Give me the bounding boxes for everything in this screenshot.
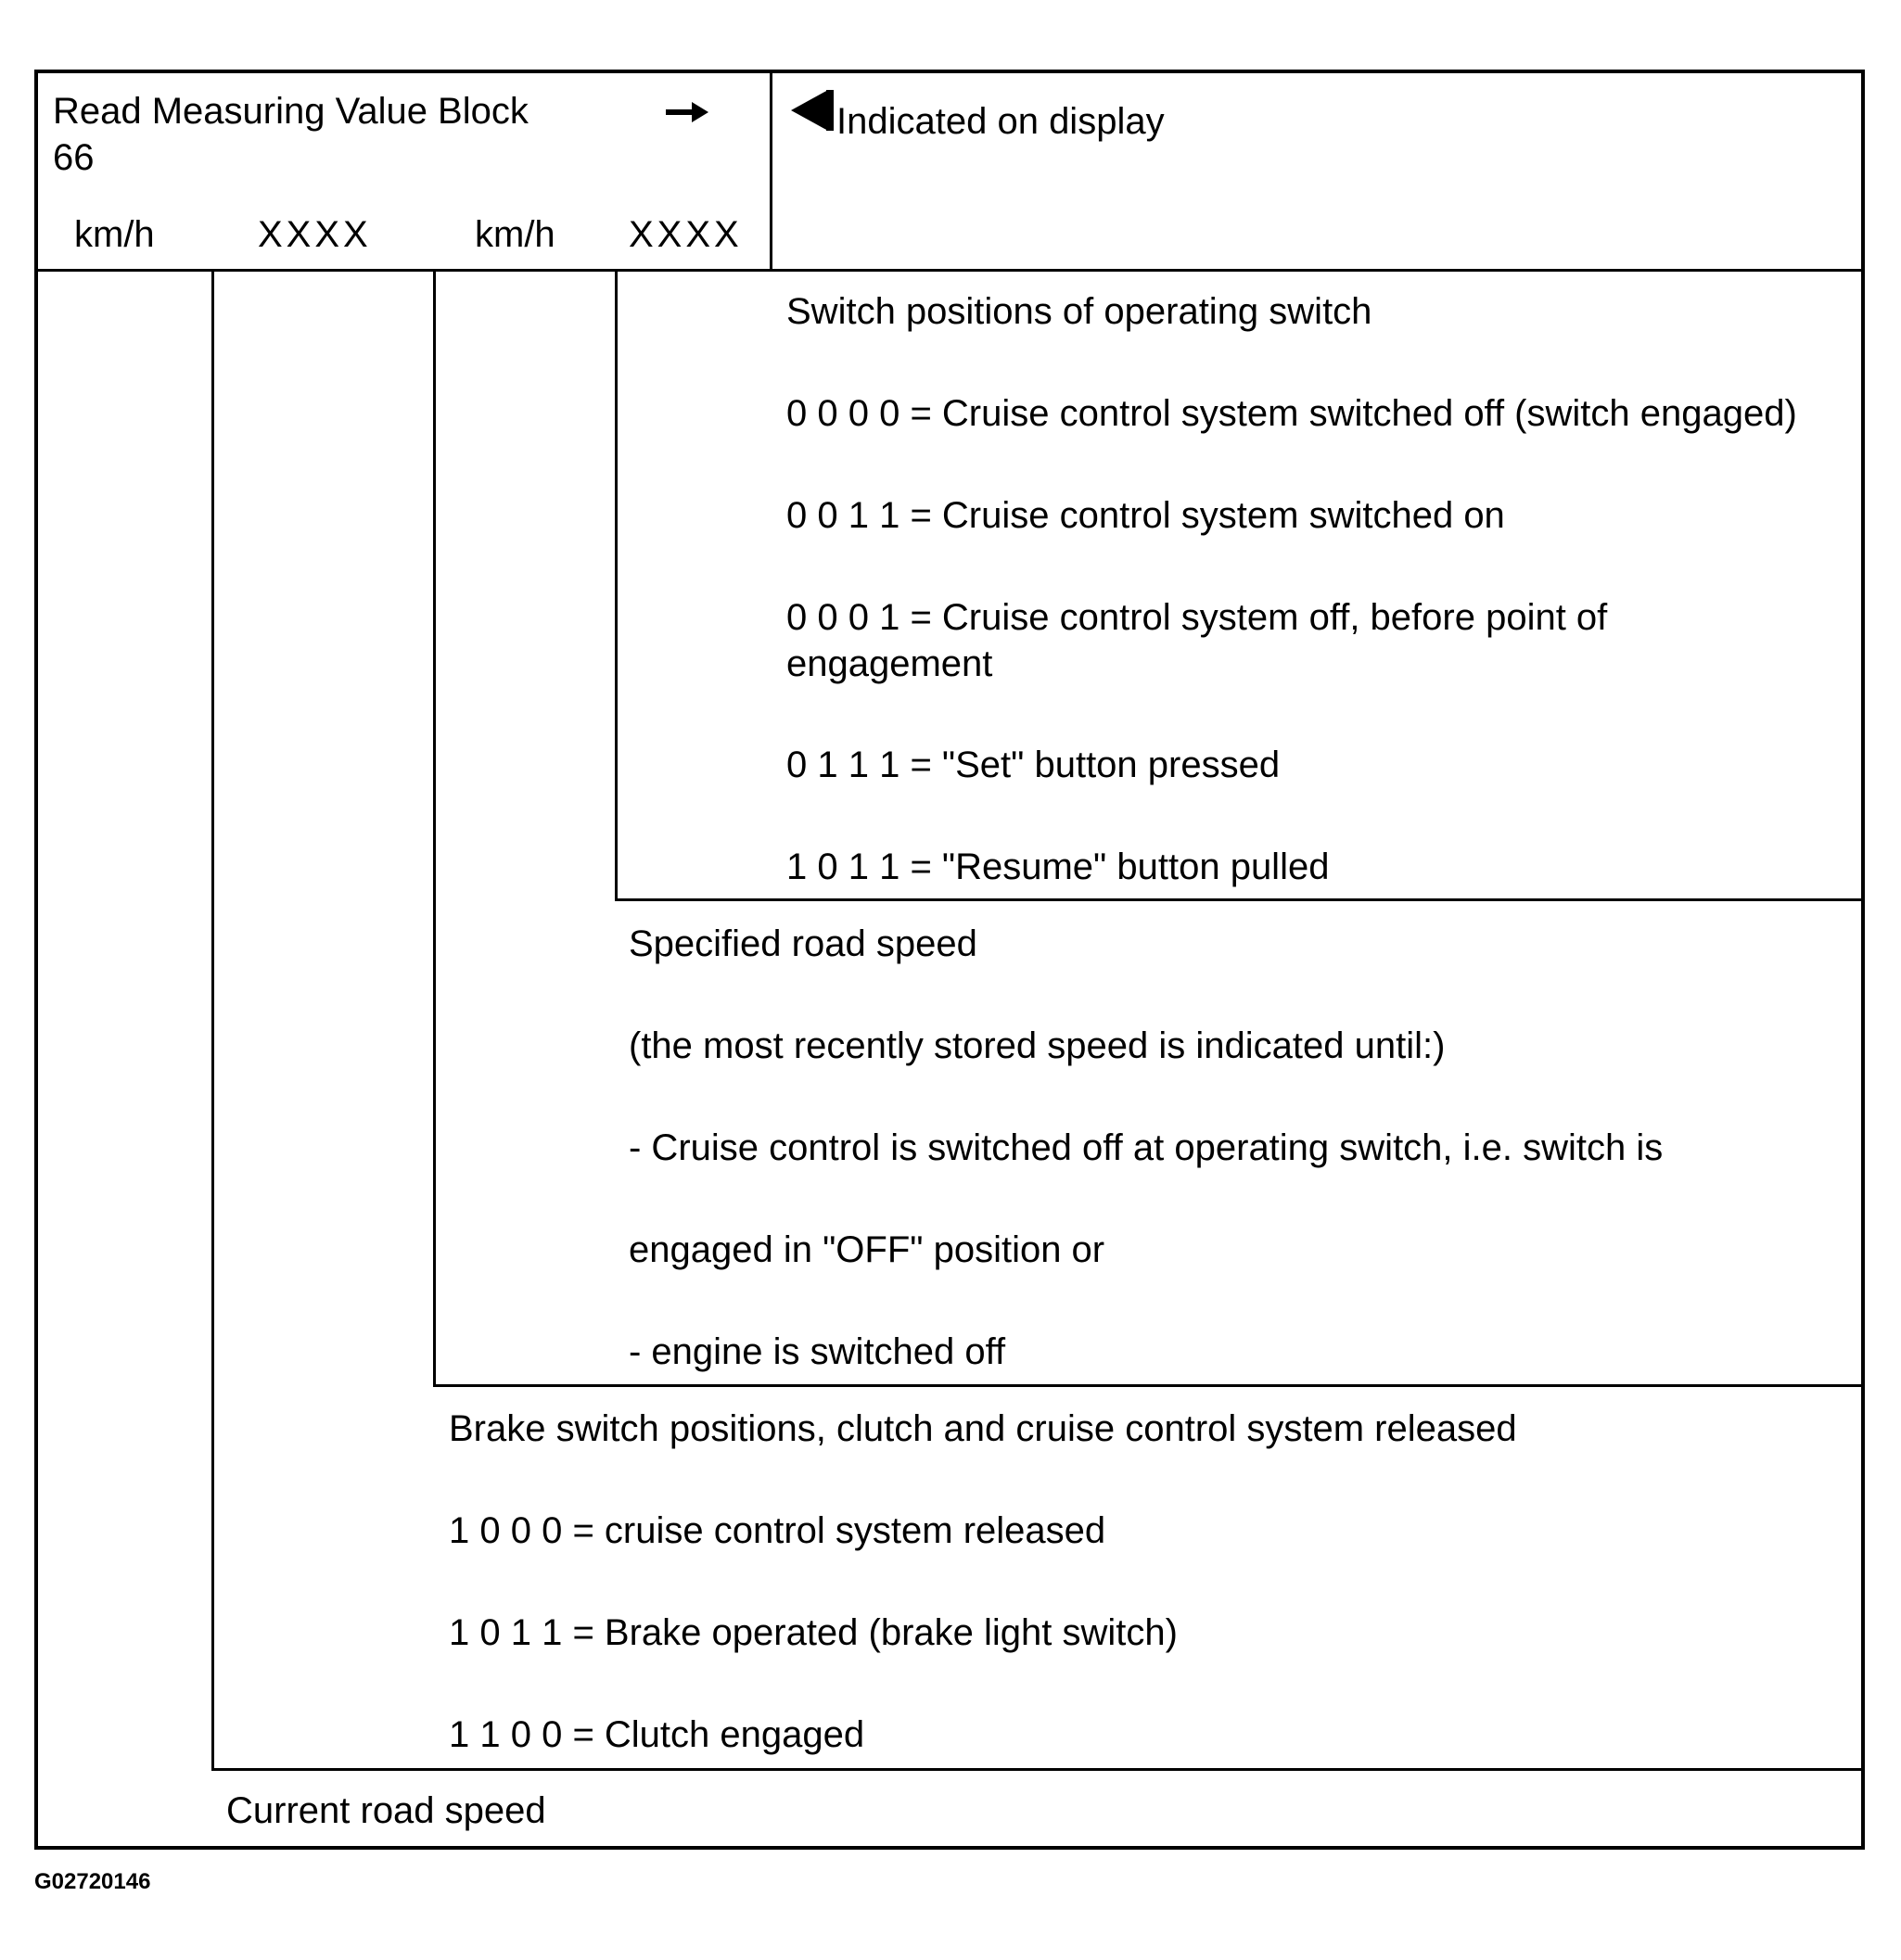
specified-speed-line: engaged in "OFF" position or [629, 1229, 1105, 1270]
column-value-2: XXXX [629, 214, 743, 255]
figure-code: G02720146 [34, 1869, 151, 1894]
specified-speed-line: (the most recently stored speed is indicated until:) [629, 1025, 1446, 1066]
specified-speed-line: - Cruise control is switched off at operating switch, i.e. switch is [629, 1127, 1664, 1168]
brake-switch-line: 1 0 0 0 = cruise control system released [449, 1510, 1106, 1551]
block-title-line1: Read Measuring Value Block [53, 91, 529, 132]
brake-switch-line: 1 0 1 1 = Brake operated (brake light switch) [449, 1612, 1178, 1653]
operating-switch-line: 0 1 1 1 = "Set" button pressed [786, 745, 1281, 785]
header-bottom-line [34, 269, 1865, 272]
operating-switch-line: 0 0 1 1 = Cruise control system switched on [786, 495, 1505, 536]
header-divider [770, 70, 772, 272]
operating-switch-title: Switch positions of operating switch [786, 291, 1372, 332]
bracket-line-column-1 [211, 269, 214, 1771]
bracket-bottom-operating-switch [615, 898, 1865, 901]
bracket-line-column-2 [433, 269, 436, 1387]
current-speed-title: Current road speed [226, 1790, 546, 1831]
indicated-on-display-label: Indicated on display [836, 101, 1165, 142]
operating-switch-line: 0 0 0 0 = Cruise control system switched off (switch engaged) [786, 393, 1797, 434]
left-pointer-icon [791, 90, 836, 131]
block-title-line2: 66 [53, 137, 95, 178]
specified-speed-title: Specified road speed [629, 923, 977, 964]
brake-switch-line: 1 1 0 0 = Clutch engaged [449, 1714, 865, 1755]
brake-switch-title: Brake switch positions, clutch and cruise control system released [449, 1408, 1517, 1449]
operating-switch-line: 1 0 1 1 = "Resume" button pulled [786, 846, 1330, 887]
column-unit-1: km/h [74, 214, 155, 255]
bracket-bottom-specified-speed [433, 1384, 1865, 1387]
operating-switch-line: 0 0 0 1 = Cruise control system off, before point of engagement [786, 597, 1608, 684]
bracket-line-column-3 [615, 269, 618, 901]
column-value-1: XXXX [258, 214, 372, 255]
specified-speed-line: - engine is switched off [629, 1331, 1006, 1372]
right-arrow-icon [666, 102, 708, 122]
column-unit-2: km/h [475, 214, 555, 255]
bracket-bottom-brake-switch [211, 1768, 1865, 1771]
